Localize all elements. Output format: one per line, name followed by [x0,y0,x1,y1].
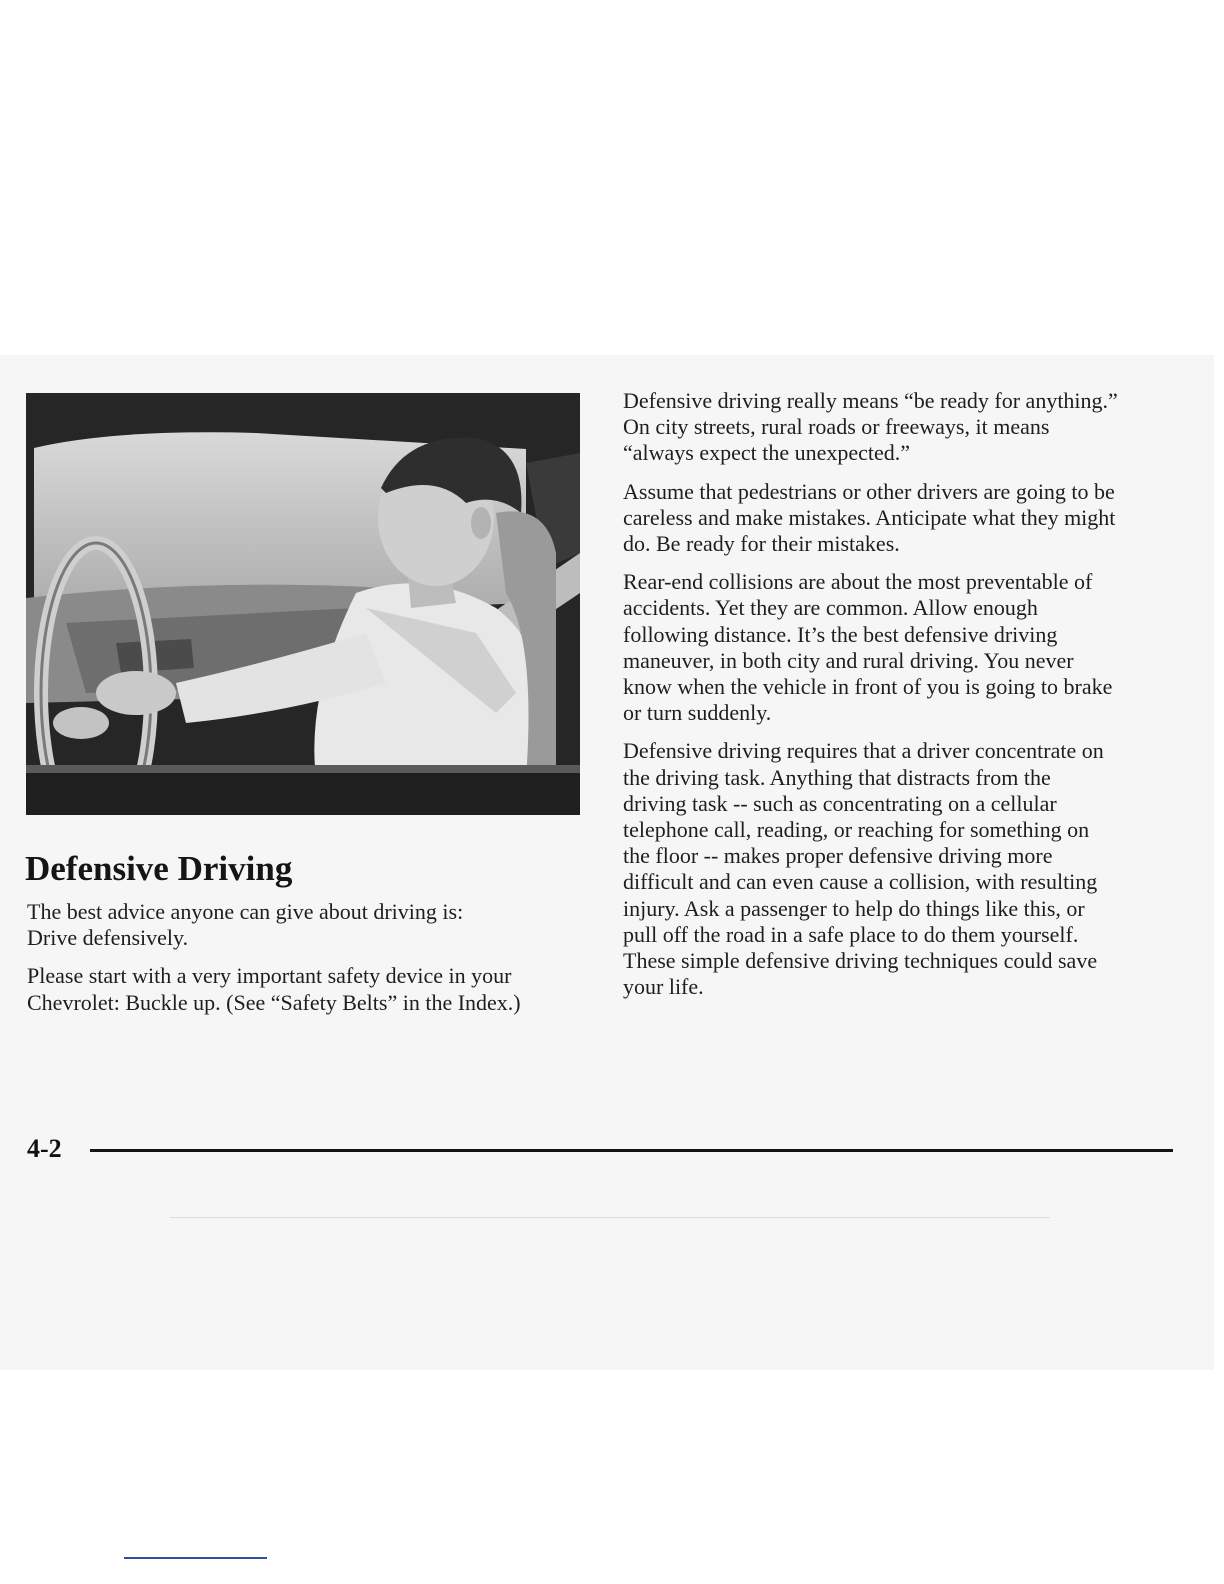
scan-artifact-line [170,1217,1050,1218]
text-line: Defensive driving really means “be ready for anything.” [623,388,1118,413]
text-line: Defensive driving requires that a driver concentrate on [623,738,1104,764]
text-line: telephone call, reading, or reaching for something on [623,817,1090,843]
paragraph [623,479,1179,558]
paragraph [623,738,1179,1000]
text-line: Chevrolet: Buckle up. (See “Safety Belts” in the Index.) [27,989,521,1015]
text-line: “always expect the unexpected.” [623,440,911,466]
footer-rule [90,1149,1173,1152]
paragraph [623,388,1179,467]
text-line: do. Be ready for their mistakes. [623,531,900,557]
text-line: or turn suddenly. [623,700,772,726]
text-line: These simple defensive driving techniques could save [623,948,1098,974]
bottom-link-underline[interactable] [124,1557,267,1559]
left-column [27,899,587,1028]
text-line: careless and make mistakes. Anticipate what they might [623,504,1116,530]
right-column [623,388,1179,1012]
text-line: driving task -- such as concentrating on a cellular [623,790,1057,816]
text-line: the driving task. Anything that distracts from the [623,764,1051,790]
text-line: Assume that pedestrians or other drivers are going to be [623,478,1115,504]
text-line: know when the vehicle in front of you is going to brake [623,674,1113,700]
text-line: pull off the road in a safe place to do them yourself. [623,921,1079,947]
text-line: Drive defensively. [27,925,189,951]
text-line: On city streets, rural roads or freeways, it means [623,414,1050,440]
page-number: 4-2 [27,1134,62,1163]
text-line: maneuver, in both city and rural driving. You never [623,647,1074,673]
text-line: Please start with a very important safety device in your [27,963,512,989]
paragraph [27,899,587,951]
text-line: injury. Ask a passenger to help do things like this, or [623,895,1085,921]
text-line: accidents. Yet they are common. Allow enough [623,595,1038,621]
text-line: The best advice anyone can give about driving is: [27,899,464,924]
paragraph [27,963,587,1015]
paragraph [623,569,1179,726]
text-line: your life. [623,974,704,1000]
text-line: Rear-end collisions are about the most preventable of [623,569,1093,595]
section-title: Defensive Driving [25,849,293,888]
man-driving-illustration [26,393,580,815]
text-line: the floor -- makes proper defensive driving more [623,843,1053,869]
text-line: following distance. It’s the best defensive driving [623,621,1058,647]
text-line: difficult and can even cause a collision, with resulting [623,869,1098,895]
